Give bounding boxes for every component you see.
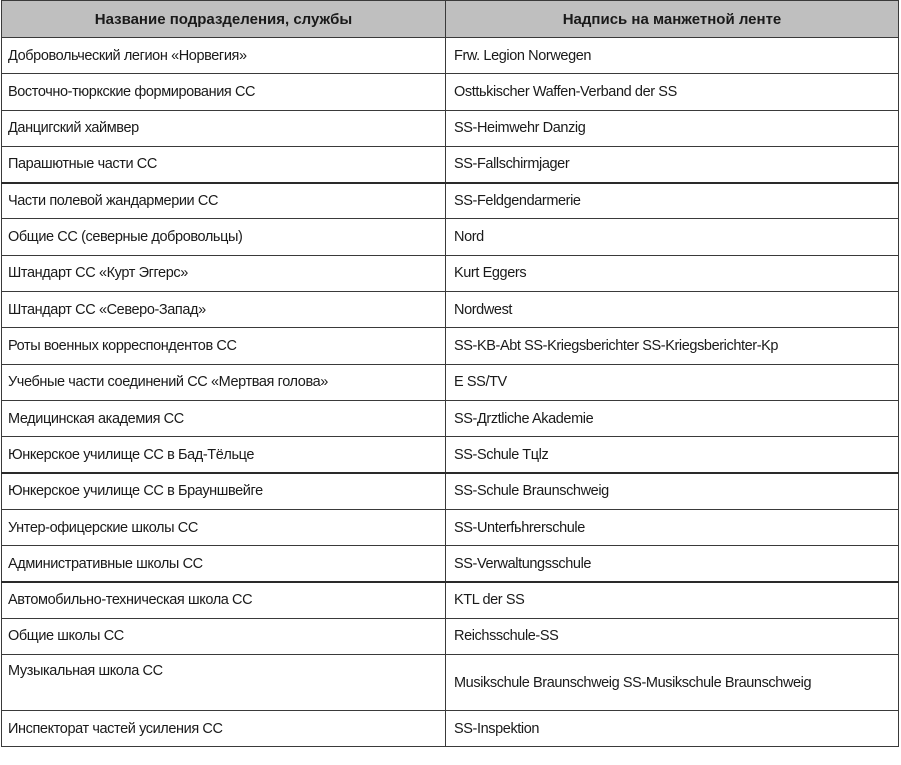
- unit-cell: Данцигский хаймвер: [2, 110, 446, 146]
- table-row: [2, 292, 899, 328]
- unit-cell: Восточно-тюркские формирования СС: [2, 74, 446, 110]
- table-header: [2, 1, 899, 38]
- cuff-title-cell: E SS/TV: [446, 364, 899, 400]
- table-row: [2, 400, 899, 436]
- unit-cell: Штандарт СС «Северо-Запад»: [2, 292, 446, 328]
- cuff-title-cell: Osttьkischer Waffen-Verband der SS: [446, 74, 899, 110]
- table-row: [2, 437, 899, 473]
- table-row: [2, 364, 899, 400]
- table-row: [2, 219, 899, 255]
- table-row: [2, 328, 899, 364]
- unit-cell: Части полевой жандармерии СС: [2, 183, 446, 219]
- cuff-title-cell: Kurt Eggers: [446, 255, 899, 291]
- unit-cell: Медицинская академия СС: [2, 400, 446, 436]
- table-body: [2, 38, 899, 747]
- table-row: [2, 655, 899, 711]
- cuff-title-cell: Reichsschule-SS: [446, 618, 899, 654]
- cuff-title-cell: Nord: [446, 219, 899, 255]
- cuff-title-cell: Nordwest: [446, 292, 899, 328]
- table-row: [2, 110, 899, 146]
- table-row: [2, 509, 899, 545]
- unit-cell: Общие СС (северные добровольцы): [2, 219, 446, 255]
- unit-cell: Административные школы СС: [2, 546, 446, 582]
- cuff-title-cell: Musikschule Braunschweig SS-Musikschule Braunschweig: [446, 655, 899, 711]
- unit-cell: Юнкерское училище СС в Брауншвейге: [2, 473, 446, 509]
- table-row: [2, 146, 899, 182]
- table-row: [2, 711, 899, 747]
- unit-cell: Общие школы СС: [2, 618, 446, 654]
- cuff-title-table: [1, 0, 899, 747]
- unit-cell: Унтер-офицерские школы СС: [2, 509, 446, 545]
- header-unit: Название подразделения, службы: [2, 1, 446, 38]
- unit-cell: Роты военных корреспондентов СС: [2, 328, 446, 364]
- header-row: [2, 1, 899, 38]
- header-cuff-title: Надпись на манжетной ленте: [446, 1, 899, 38]
- unit-cell: Добровольческий легион «Норвегия»: [2, 38, 446, 74]
- table-row: [2, 618, 899, 654]
- unit-cell: Автомобильно-техническая школа СС: [2, 582, 446, 618]
- cuff-title-cell: SS-Schule Braunschweig: [446, 473, 899, 509]
- cuff-title-cell: SS-Schule Tцlz: [446, 437, 899, 473]
- table-row: [2, 546, 899, 582]
- table-row: [2, 74, 899, 110]
- unit-cell: Инспекторат частей усиления СС: [2, 711, 446, 747]
- unit-cell: Штандарт СС «Курт Эггерс»: [2, 255, 446, 291]
- cuff-title-cell: SS-Feldgendarmerie: [446, 183, 899, 219]
- unit-cell: Учебные части соединений СС «Мертвая голова»: [2, 364, 446, 400]
- cuff-title-cell: SS-Verwaltungsschule: [446, 546, 899, 582]
- cuff-title-cell: SS-Дrztliche Akademie: [446, 400, 899, 436]
- unit-cell: Музыкальная школа СС: [2, 655, 446, 711]
- table-row: [2, 473, 899, 509]
- table-row: [2, 38, 899, 74]
- cuff-title-cell: SS-Unterfьhrerschule: [446, 509, 899, 545]
- table-row: [2, 582, 899, 618]
- cuff-title-cell: Frw. Legion Norwegen: [446, 38, 899, 74]
- table-row: [2, 255, 899, 291]
- cuff-title-cell: KTL der SS: [446, 582, 899, 618]
- cuff-title-cell: SS-Heimwehr Danzig: [446, 110, 899, 146]
- cuff-title-cell: SS-Inspektion: [446, 711, 899, 747]
- cuff-title-cell: SS-KB-Abt SS-Kriegsberichter SS-Kriegsberichter-Kp: [446, 328, 899, 364]
- unit-cell: Юнкерское училище СС в Бад-Тёльце: [2, 437, 446, 473]
- cuff-title-cell: SS-Fallschirmjager: [446, 146, 899, 182]
- table-row: [2, 183, 899, 219]
- unit-cell: Парашютные части СС: [2, 146, 446, 182]
